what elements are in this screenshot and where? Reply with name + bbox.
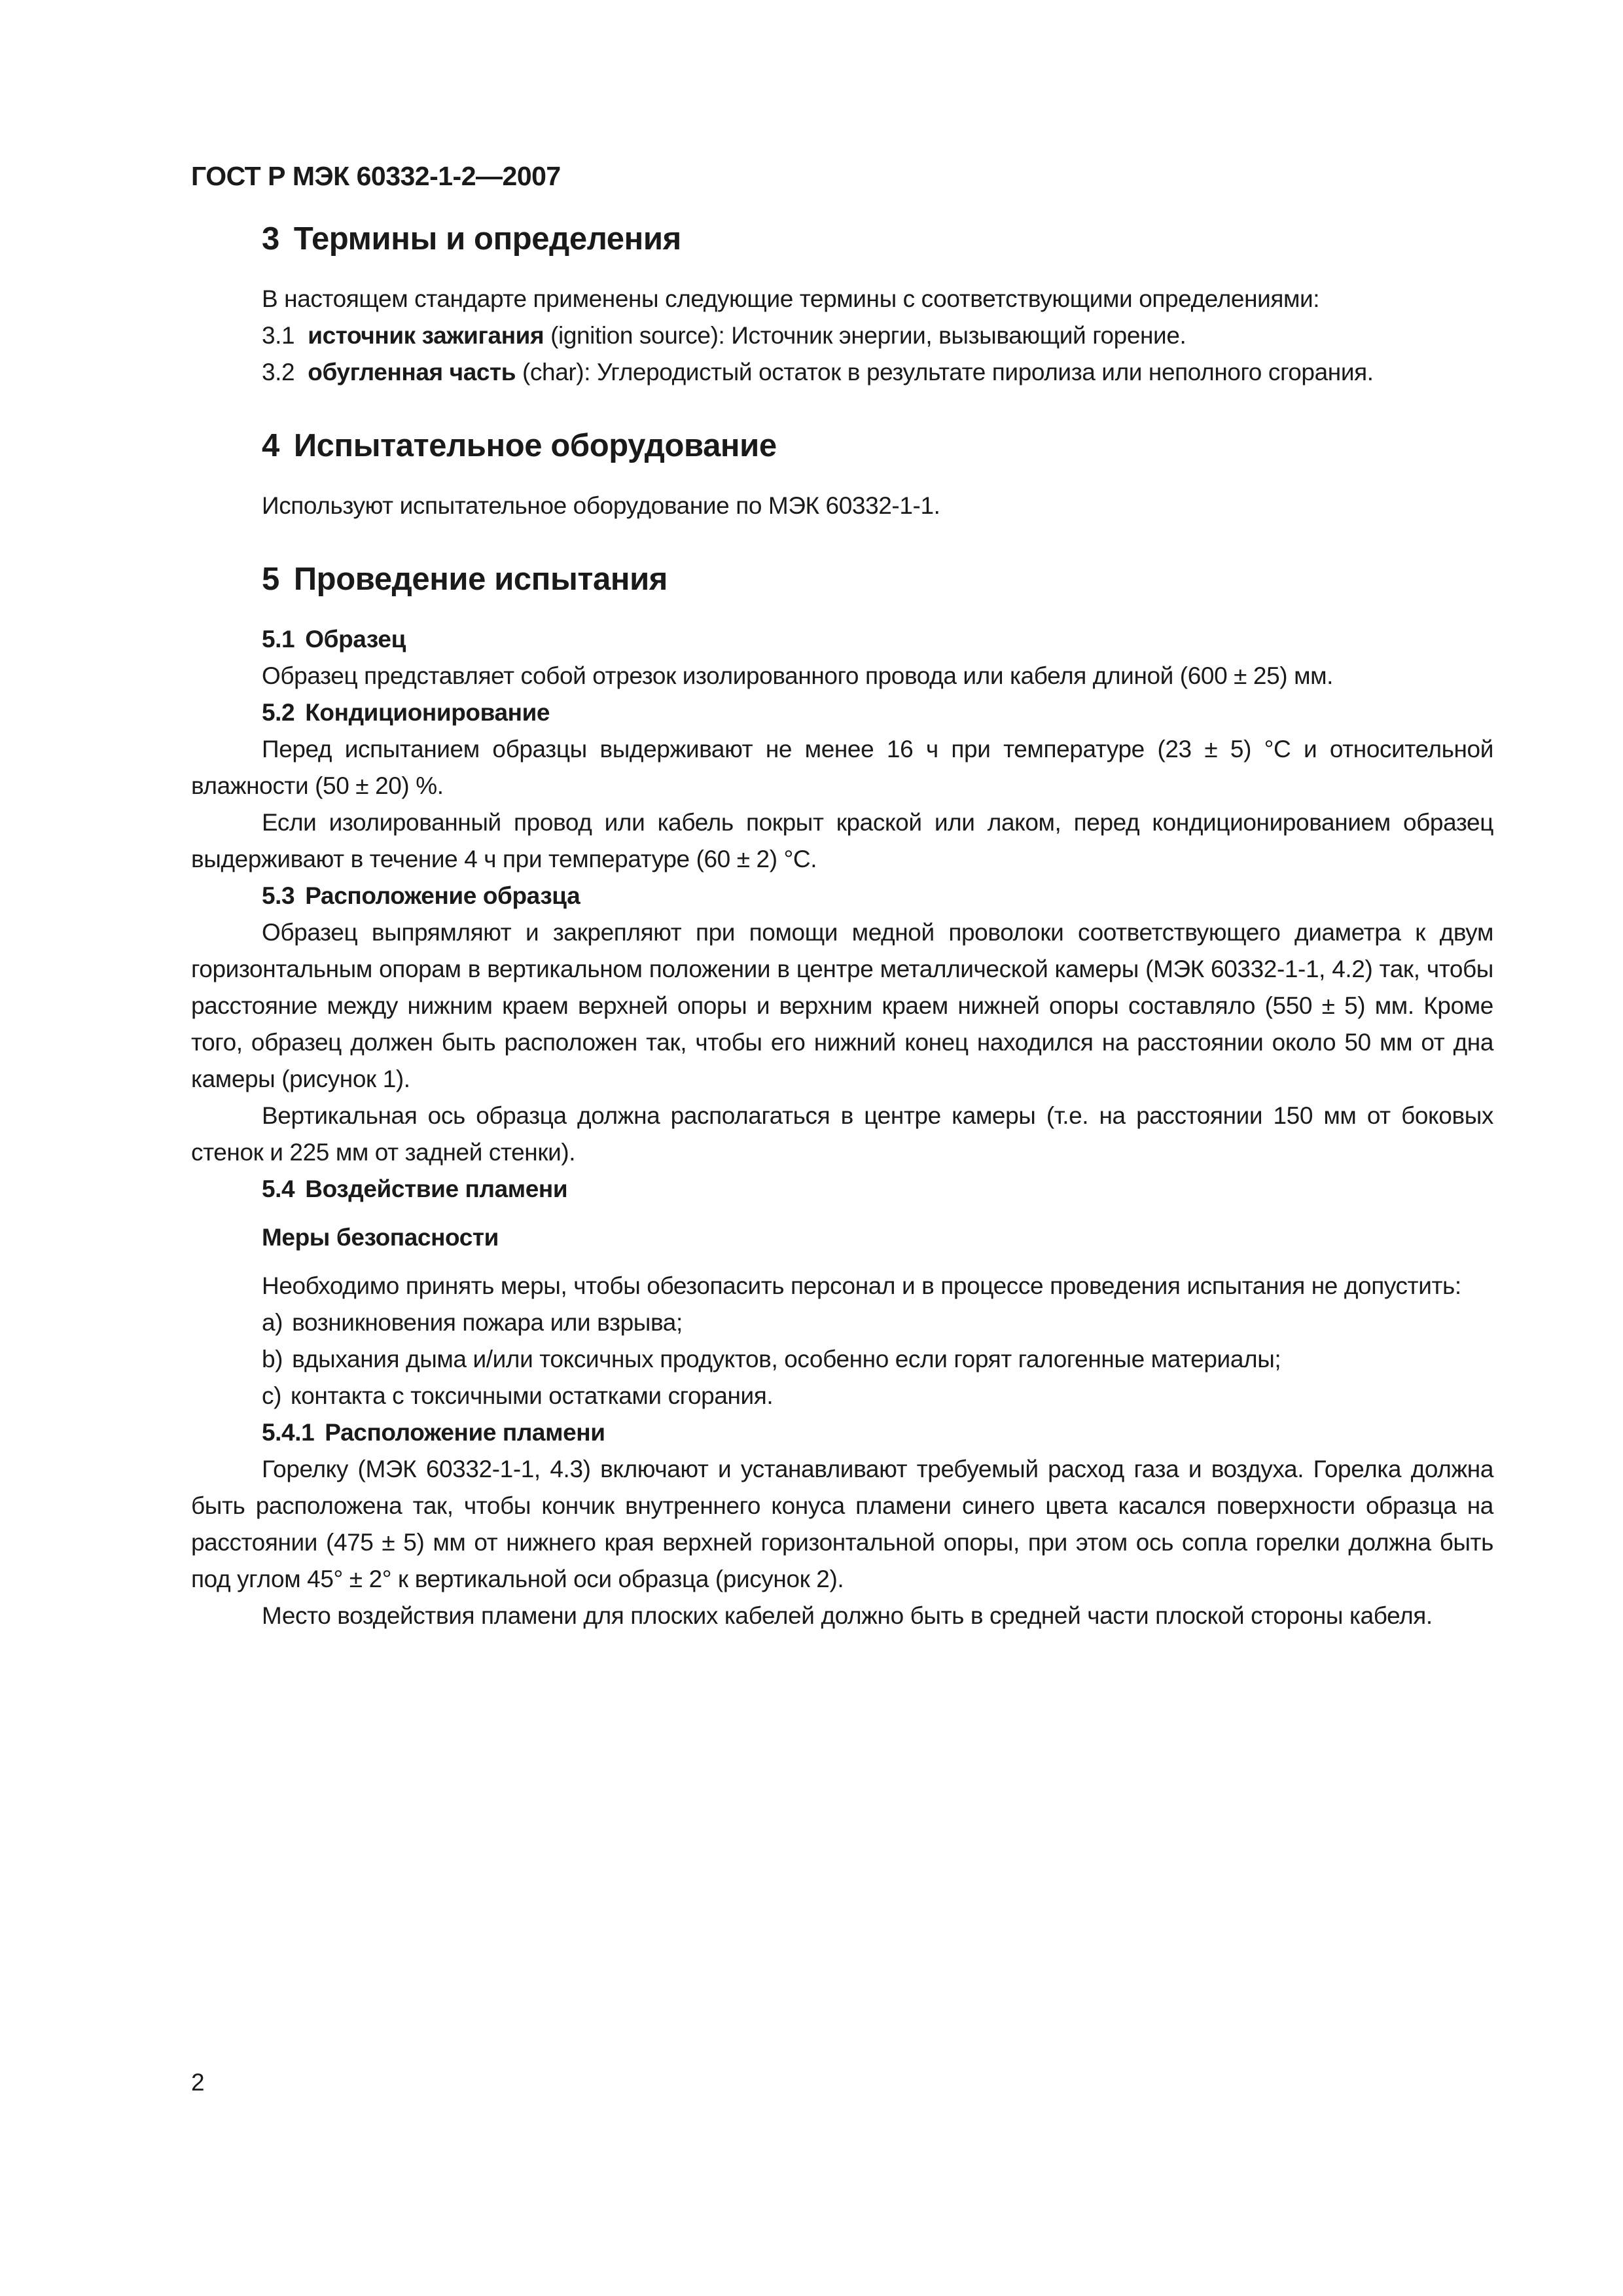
section-5-2-paragraph-1: Перед испытанием образцы выдерживают не менее 16 ч при температуре (23 ± 5) °С и относительной влажности (50 ± 20) %. [191,736,1493,799]
safety-heading: Меры безопасности [262,1224,499,1251]
section-5-4-heading: 5.4 Воздействие пламени [262,1175,568,1202]
list-item: c) контакта с токсичными остатками сгорания. [262,1382,774,1409]
term-3-1: 3.1 источник зажигания (ignition source): Источник энергии, вызывающий горение. [262,322,1186,349]
section-5-1-text: Образец представляет собой отрезок изолированного провода или кабеля длиной (600 ± 25) мм. [262,662,1334,689]
section-5-2-heading: 5.2 Кондиционирование [262,699,550,726]
section-4-heading: 4 Испытательное оборудование [262,428,777,463]
section-5-4-1-heading: 5.4.1 Расположение пламени [262,1419,605,1446]
document-body [191,219,1493,1634]
page-number: 2 [191,2069,205,2096]
section-5-2-paragraph-2: Если изолированный провод или кабель покрыт краской или лаком, перед кондиционированием образец выдерживают в течение 4 ч при температуре (60 ± 2) °С. [191,809,1493,872]
section-3-intro: В настоящем стандарте применены следующие термины с соответствующими определениями: [262,285,1320,312]
list-item: a) возникновения пожара или взрыва; [262,1309,683,1336]
section-5-4-1-paragraph-1: Горелку (МЭК 60332-1-1, 4.3) включают и устанавливают требуемый расход газа и воздуха. Горелка должна быть расположена так, чтобы кончик внутреннего конуса пламени синего цвета касался поверхности образца на расстоянии (475 ± 5) мм от нижнего края верхней горизонтальной опоры, при этом ось сопла горелки должна быть под углом 45° ± 2° к вертикальной оси образца (рисунок 2). [191,1456,1493,1592]
section-4-text: Используют испытательное оборудование по МЭК 60332-1-1. [262,492,940,519]
section-5-1-heading: 5.1 Образец [262,626,406,653]
section-5-3-paragraph-2: Вертикальная ось образца должна располагаться в центре камеры (т.е. на расстоянии 150 мм от боковых стенок и 225 мм от задней стенки). [191,1102,1493,1166]
safety-intro: Необходимо принять меры, чтобы обезопасить персонал и в процессе проведения испытания не допустить: [262,1272,1461,1299]
section-5-4-1-paragraph-2: Место воздействия пламени для плоских кабелей должно быть в средней части плоской стороны кабеля. [262,1602,1433,1629]
section-5-heading: 5 Проведение испытания [262,562,668,597]
section-5-3-paragraph-1: Образец выпрямляют и закрепляют при помощи медной проволоки соответствующего диаметра к двум горизонтальным опорам в вертикальном положении в центре металлической камеры (МЭК 60332-1-1, 4.2) так, чтобы расстояние между нижним краем верхней опоры и верхним краем нижней опоры составляло (550 ± 5) мм. Кроме того, образец должен быть расположен так, чтобы его нижний конец находился на расстоянии около 50 мм от дна камеры (рисунок 1). [191,919,1493,1092]
list-item: b) вдыхания дыма и/или токсичных продуктов, особенно если горят галогенные материалы; [262,1346,1281,1372]
section-5-3-heading: 5.3 Расположение образца [262,882,580,909]
document-header: ГОСТ Р МЭК 60332-1-2—2007 [191,161,561,191]
section-3-heading: 3 Термины и определения [262,221,681,257]
term-3-2: 3.2 обугленная часть (char): Углеродистый остаток в результате пиролиза или неполного сгорания. [262,359,1374,386]
